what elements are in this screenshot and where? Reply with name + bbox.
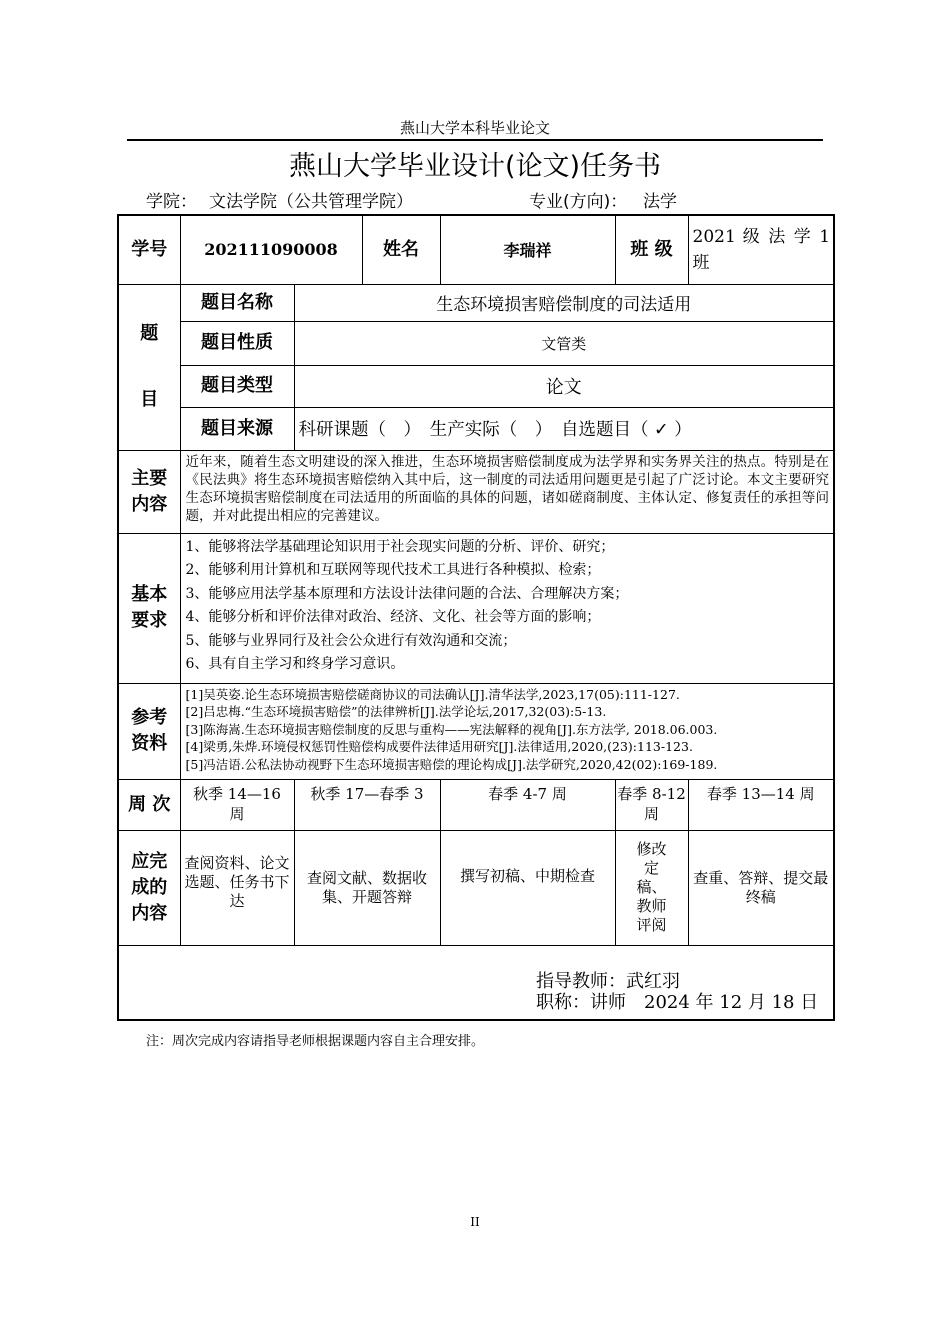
student-name-value: 李瑞祥 — [440, 215, 615, 284]
topic-name-label: 题目名称 — [180, 284, 294, 321]
references-row — [118, 683, 834, 779]
requirement-item: 5、能够与业界同行及社会公众进行有效沟通和交流； — [185, 632, 517, 649]
topic-name-row — [118, 284, 834, 321]
class-value: 2021 级 法 学 1 班 — [688, 215, 834, 284]
topic-type-value: 论文 — [294, 365, 834, 407]
topic-source-value: 科研课题（ ） 生产实际（ ） 自选题目（ ✓ ） — [294, 407, 834, 450]
requirement-item: 6、具有自主学习和终身学习意识。 — [185, 656, 405, 673]
requirement-item: 4、能够分析和评价法律对政治、经济、文化、社会等方面的影响； — [185, 609, 601, 626]
header-rule — [127, 139, 823, 141]
title-date-line: 职称：讲师 2024 年 12 月 18 日 — [536, 991, 819, 1013]
student-row — [118, 215, 834, 284]
references-list — [181, 684, 834, 774]
reference-item: [4]梁勇,朱烨.环境侵权惩罚性赔偿构成要件法律适用研究[J].法律适用,2020,(23):113-123. — [185, 739, 693, 755]
tasks-row — [118, 830, 834, 945]
requirements-row — [118, 533, 834, 683]
tasks-label-line-1: 应完 — [131, 850, 168, 872]
topic-nature-value: 文管类 — [294, 321, 834, 365]
main-content-text: 近年来，随着生态文明建设的深入推进，生态环境损害赔偿制度成为法学界和实务界关注的热点。特别是在《民法典》将生态环境损害赔偿纳入其中后，这一制度的司法适用问题更是引起了广泛讨论。本文主要研究生态环境损害赔偿制度在司法适用的所面临的具体的问题，诸如磋商制度、主体认定、修复责任的承担等问题，并对此提出相应的完善建议。 — [185, 453, 830, 524]
main-content-row — [118, 450, 834, 533]
college-value: 文法学院（公共管理学院） — [209, 192, 413, 212]
requirements-label-line-2: 要求 — [131, 610, 168, 631]
week-cell: 春季 8-12 周 — [615, 779, 688, 830]
class-label: 班 级 — [615, 215, 688, 284]
student-id-value: 202111090008 — [180, 215, 362, 284]
signature-row — [118, 945, 834, 1020]
task-table — [117, 214, 835, 1021]
task-cell: 查阅资料、论文选题、任务书下达 — [180, 830, 294, 945]
topic-name-value: 生态环境损害赔偿制度的司法适用 — [294, 284, 834, 321]
main-content-label — [118, 450, 180, 533]
advisor-line: 指导教师：武红羽 — [536, 970, 680, 992]
document-title: 燕山大学毕业设计(论文)任务书 — [288, 151, 662, 182]
task-cell: 查重、答辩、提交最终稿 — [688, 830, 834, 945]
reference-item: [2]吕忠梅.“生态环境损害赔偿”的法律辨析[J].法学论坛,2017,32(03):5-13. — [185, 704, 607, 720]
topic-type-label: 题目类型 — [180, 365, 294, 407]
references-label — [118, 683, 180, 779]
page-number: II — [470, 1215, 480, 1229]
topic-source-row — [118, 407, 834, 450]
topic-nature-label: 题目性质 — [180, 321, 294, 365]
footnote: 注：周次完成内容请指导老师根据课题内容自主合理安排。 — [146, 1034, 485, 1049]
student-id-label: 学号 — [118, 215, 180, 284]
week-label: 周 次 — [118, 779, 180, 830]
week-cell: 秋季 14—16 周 — [180, 779, 294, 830]
student-name-label: 姓名 — [362, 215, 440, 284]
main-content-label-line-2: 内容 — [131, 493, 168, 515]
main-content-cell — [180, 450, 834, 533]
requirement-item: 2、能够利用计算机和互联网等现代技术工具进行各种模拟、检索； — [185, 562, 601, 579]
requirements-label-line-1: 基本 — [131, 584, 168, 605]
tasks-label — [118, 830, 180, 945]
week-cell: 春季 4-7 周 — [440, 779, 615, 830]
requirement-item: 3、能够应用法学基本原理和方法设计法律问题的合法、合理解决方案； — [185, 585, 629, 602]
topic-source-label: 题目来源 — [180, 407, 294, 450]
reference-item: [3]陈海嵩.生态环境损害赔偿制度的反思与重构——宪法解释的视角[J].东方法学, 2018.06.003. — [185, 721, 718, 737]
week-cell: 秋季 17—春季 3 — [294, 779, 440, 830]
task-cell: 查阅文献、数据收集、开题答辩 — [294, 830, 440, 945]
reference-item: [1]吴英姿.论生态环境损害赔偿磋商协议的司法确认[J].清华法学,2023,17(05):111-127. — [185, 686, 680, 702]
task-cell: 修改定稿、教师评阅 — [615, 830, 688, 945]
tasks-label-line-2: 成的 — [131, 876, 168, 898]
requirements-label — [118, 533, 180, 683]
requirements-list — [181, 534, 834, 678]
week-row — [118, 779, 834, 830]
main-content-label-line-1: 主要 — [131, 467, 168, 489]
topic-label-char-2: 目 — [140, 389, 159, 410]
running-header: 燕山大学本科毕业论文 — [399, 119, 550, 137]
tasks-label-line-3: 内容 — [131, 902, 168, 924]
week-cell: 春季 13—14 周 — [688, 779, 834, 830]
task-cell: 撰写初稿、中期检查 — [440, 830, 615, 945]
major-value: 法学 — [643, 192, 677, 212]
major-label: 专业(方向)： — [529, 192, 628, 212]
requirement-item: 1、能够将法学基础理论知识用于社会现实问题的分析、评价、研究； — [185, 538, 615, 555]
references-label-line-2: 资料 — [131, 733, 168, 754]
requirements-cell — [180, 533, 834, 683]
references-cell — [180, 683, 834, 779]
reference-item: [5]冯洁语.公私法协动视野下生态环境损害赔偿的理论构成[J].法学研究,2020,42(02):169-189. — [185, 756, 718, 772]
signature-cell — [118, 945, 834, 1020]
topic-nature-row — [118, 321, 834, 365]
topic-label-char-1: 题 — [140, 323, 159, 344]
college-label: 学院： — [146, 192, 197, 212]
references-label-line-1: 参考 — [131, 707, 168, 728]
topic-type-row — [118, 365, 834, 407]
topic-group-label — [118, 284, 180, 450]
